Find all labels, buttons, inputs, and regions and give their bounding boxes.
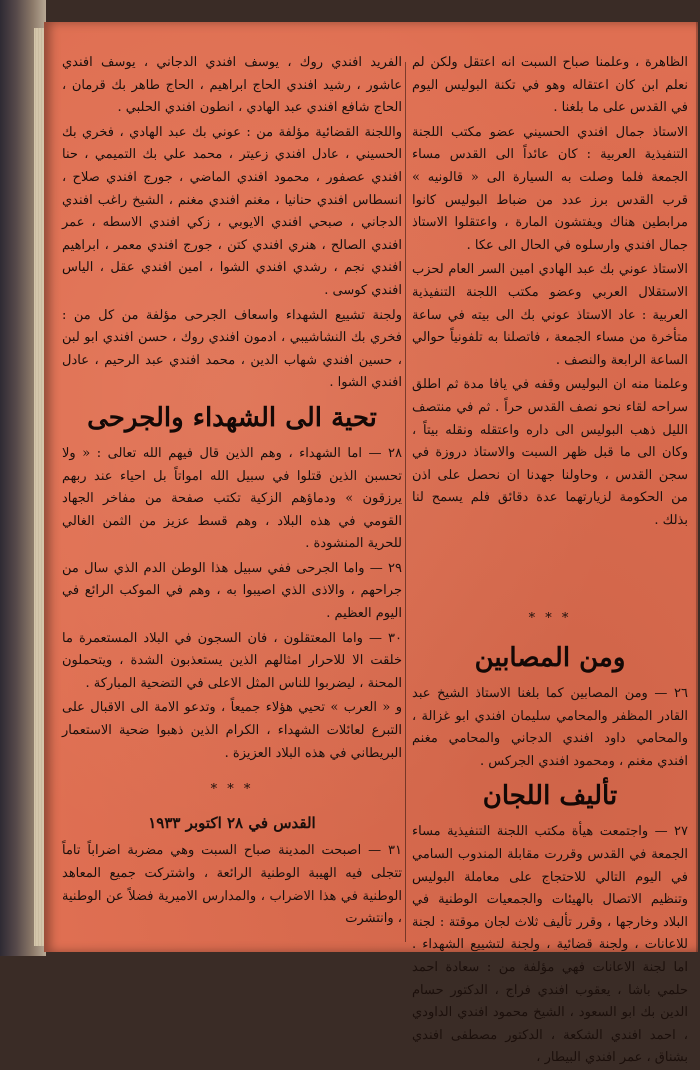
dateline: القدس في ٢٨ اكتوبر ١٩٣٣ <box>148 813 316 832</box>
paragraph: واللجنة القضائية مؤلفة من : عوني بك عبد الهادي ، فخري بك الحسيني ، عادل افندي زعيتر ، محمد علي بك التميمي ، حنا افندي عصفور ، محمود افندي الماضي ، جورج افندي صلاح ، انسطاس افندي حنانيا ، مغنم افندي مغنم ، الشيخ راغب افندي الدجاني ، صبحي افندي الايوبي ، زكي افندي الاسطه ، عمر افندي الصالح ، هنري افندي كتن ، جورج افندي معمر ، ابراهيم افندي نجم ، رشدي افندي الشوا ، امين افندي عقل ، الياس افندي كوسى . <box>62 124 402 298</box>
right-column <box>412 52 688 1066</box>
column-divider <box>405 62 406 942</box>
paragraph: ٢٦ — ومن المصابين كما بلغنا الاستاذ الشيخ عبد القادر المظفر والمحامي سليمان افندي ابو غزالة ، والمحامي داود افندي الدجاني والمحامي مغنم افندي مغنم ، ومحمود افندي الجركس . <box>412 686 688 769</box>
paragraph: ٢٧ — واجتمعت هيأة مكتب اللجنة التنفيذية مساء الجمعة في القدس وقررت مقابلة المندوب السامي في اليوم التالي للاحتجاج على معاملة البوليس وتنظيم الاتصال بالهيئات والجمعيات الوطنية في البلاد وخارجها ، وقرر تأليف ثلاث لجان موقتة : لجنة للاعانات ، ولجنة قضائية ، ولجنة لتشييع الشهداء . اما لجنة الاعانات فهي مؤلفة من : سعادة احمد حلمي باشا ، يعقوب افندي فراج ، الدكتور حسام الدين بك ابو السعود ، الشيخ محمود افندي الداودي ، احمد افندي الشكعة ، الدكتور مصطفى افندي بشناق ، عمر افندي البيطار ، <box>412 824 688 1066</box>
page-binding-shadow <box>696 22 698 952</box>
heading-committees: تأليف اللجان <box>482 781 618 812</box>
paragraph: ٢٨ — اما الشهداء ، وهم الذين قال فيهم الله تعالى : « ولا تحسبن الذين قتلوا في سبيل الله امواتاً بل احياء عند ربهم يرزقون » ودماؤهم الزكية تكتب صفحة من مفاخر الجهاد القومي في هذه البلاد ، وهم قسط عزيز من الثمن الغالي للحرية المنشودة . <box>62 445 402 552</box>
paragraph: الفريد افندي روك ، يوسف افندي الدجاني ، يوسف افندي عاشور ، رشيد افندي الحاج ابراهيم ، الحاج طاهر بك قرمان ، الحاج شافع افندي عبد الهادي ، انطون افندي الحلبي . <box>62 55 402 116</box>
newspaper-page <box>44 22 698 1066</box>
paragraph: الاستاذ عوني بك عبد الهادي امين السر العام لحزب الاستقلال العربي وعضو مكتب اللجنة التنفيذية العربية : عاد الاستاذ عوني بك الى بيته في ساعة متأخرة من مساء الجمعة ، فاتصلنا به تلفونياً حوالي الساعة الرابعة والنصف . <box>412 262 688 368</box>
heading-injured: ومن المصابين <box>474 643 626 674</box>
paragraph: و « العرب » تحيي هؤلاء جميعاً ، وتدعو الامة الى الاقبال على التبرع لعائلات الشهداء ، الكرام الذين ذهبوا ضحية الاستعمار البريطاني في هذه البلاد العزيزة . <box>62 700 402 761</box>
paragraph: وعلمنا منه ان البوليس وقفه في يافا مدة ثم اطلق سراحه لقاء نحو نصف القدس حراً . ثم في منتصف الليل ذهب البوليس الى داره واعتقله ونقله بيتاً ، وكان الى ما قبل ظهر السبت والاستاذ دروزة في سجن القدس ، وحاولنا جهدنا ان نحصل على اذن من الحكومة لزيارتهما عدة دقائق فلم يسمح لنا بذلك . <box>412 377 688 528</box>
heading-greeting: تحية الى الشهداء والجرحى <box>87 402 377 433</box>
paragraph: ٣٠ — واما المعتقلون ، فان السجون في البلاد المستعمرة ما خلقت الا للاحرار امثالهم الذين يستعذبون الشدة ، ويتحملون المحنة ، ليضربوا للناس المثل الاعلى في التضحية المباركة . <box>62 630 402 691</box>
column-gap <box>412 534 688 594</box>
section-separator: * * * <box>528 611 572 627</box>
paragraph: الظاهرة ، وعلمنا صباح السبت انه اعتقل ولكن لم نعلم ابن كان اعتقاله وهو في تكنة البوليس اليوم في القدس على ما بلغنا . <box>412 55 688 116</box>
paragraph: ٣١ — اصبحت المدينة صباح السبت وهي مضربة اضراباً تاماً تتجلى فيه الهيبة الوطنية الرائعة ، واشتركت جميع المعاهد الوطنية في هذا الاضراب ، والمدارس الاميرية فضلاً عن الوطنية ، وانتشرت <box>62 843 402 927</box>
paragraph: ٢٩ — واما الجرحى ففي سبيل هذا الوطن الدم الذي سال من جراحهم ، والاذى الذي اصيبوا به ، وهم في الموكب الرائع في اليوم العظيم . <box>62 560 402 622</box>
left-column <box>62 52 402 942</box>
paragraph: الاستاذ جمال افندي الحسيني عضو مكتب اللجنة التنفيذية العربية : كان عائداً الى القدس مساء الجمعة فلما وصلت به السيارة الى « قالونيه » قرب القدس برز عدد من ضباط البوليس كانوا مرابطين هناك ويفتشون المارة ، واعتقلوا الاستاذ جمال افندي وارسلوه في الحال الى عكا . <box>412 124 688 253</box>
paragraph: ولجنة تشييع الشهداء واسعاف الجرحى مؤلفة من كل من : فخري بك النشاشيبي ، ادمون افندي روك ، حسن افندي ابو لبن ، حسين افندي شهاب الدين ، محمد افندي عبد الرحيم ، عادل افندي الشوا . <box>62 307 402 391</box>
section-separator: * * * <box>210 782 254 798</box>
